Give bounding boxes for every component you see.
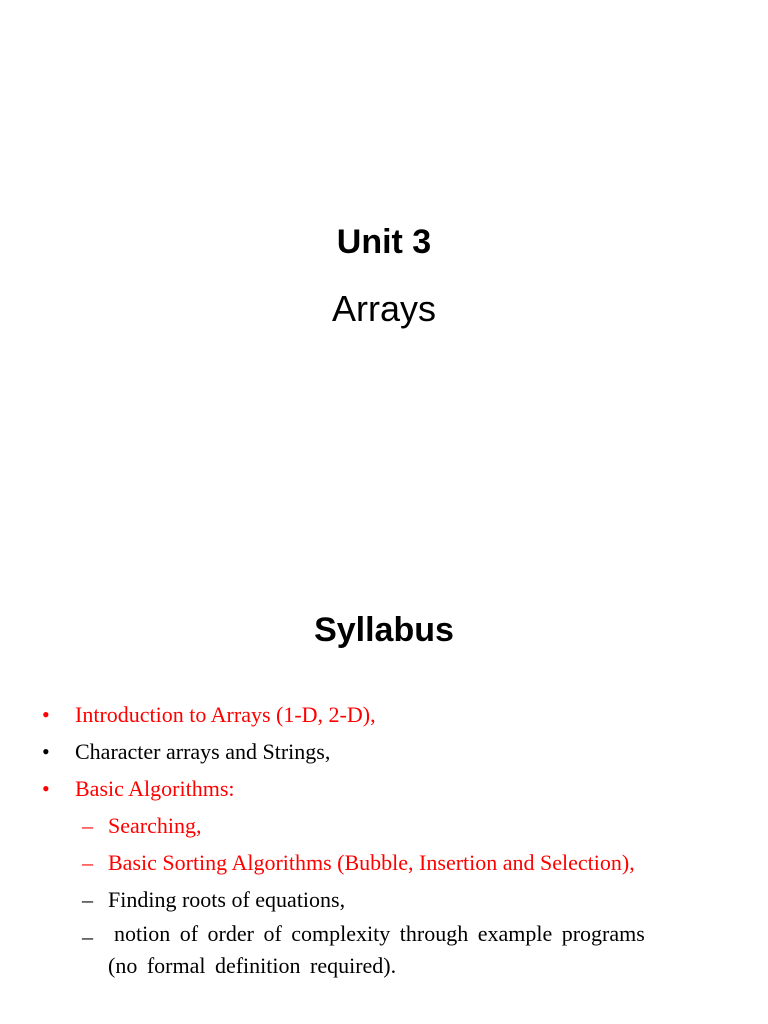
list-item-text: Introduction to Arrays (1-D, 2-D), [75, 702, 376, 727]
dash-marker: – [82, 850, 93, 875]
list-subitem-text-line2: (no formal definition required). [108, 953, 397, 978]
list-subitem-text: Searching, [108, 813, 202, 838]
list-subitem [0, 881, 768, 918]
bullet-marker: • [42, 776, 50, 801]
slide-title: Unit 3 [336, 223, 432, 261]
syllabus-list [0, 696, 768, 982]
dash-marker: – [82, 924, 93, 949]
list-item [0, 770, 768, 807]
syllabus-slide [0, 512, 768, 1024]
syllabus-heading: Syllabus [314, 611, 454, 649]
slide-subtitle: Arrays [331, 288, 436, 329]
bullet-marker: • [42, 702, 50, 727]
list-subitem-text: Finding roots of equations, [108, 887, 346, 912]
list-item [0, 696, 768, 733]
list-item-text: Basic Algorithms: [75, 776, 235, 801]
list-subitem-text-line1: notion of order of complexity through example programs [114, 921, 645, 946]
dash-marker: – [82, 887, 93, 912]
list-subitem [0, 844, 768, 881]
list-subitem-text: Basic Sorting Algorithms (Bubble, Insertion and Selection), [108, 850, 635, 875]
list-item-text: Character arrays and Strings, [75, 739, 331, 764]
list-item [0, 733, 768, 770]
list-subitem [0, 807, 768, 844]
list-subitem [0, 918, 768, 982]
bullet-marker: • [42, 739, 50, 764]
dash-marker: – [82, 813, 93, 838]
